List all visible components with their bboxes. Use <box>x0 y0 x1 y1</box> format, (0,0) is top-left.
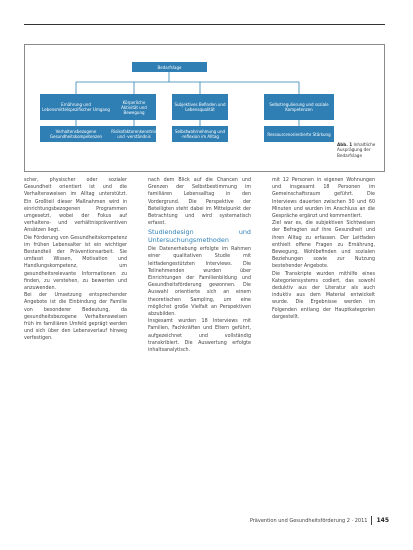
figure-level1-box-1 <box>40 94 112 120</box>
figure-caption <box>337 142 387 158</box>
paragraph: Ziel war es, die subjektiven Sichtweisen der Befragten auf ihre Gesundheit und ihren Alltag zu erfassen. Der Leitfaden enthielt offene Fragen zu Ernährung, Bewegung, Wohlbefinden und sozialen Beziehungen sowie zur Nutzung bestehender Angebote. <box>272 221 375 270</box>
figure-caption-label: Abb. 1 <box>337 142 353 147</box>
paragraph: nach dem Blick auf die Chancen und Grenzen der Selbstbestimmung im familiären Lebensalltag in den Vordergrund. Die Perspektive der Beteiligten steht dabei im Mittelpunkt der Betrachtung und wird systematisch erfasst. <box>148 178 251 227</box>
figure-level2-box-3 <box>172 126 228 142</box>
figure-level1-box-4 <box>264 94 334 120</box>
figure-level1-label: Ernährung und Lebensmittelspezifischer Umgang <box>42 102 110 112</box>
paragraph: scher, physischer oder sozialer Gesundheit orientiert ist und die Verhaltensweisen im Alltag unterstützt. Ein Großteil dieser Maßnahmen wird in einrichtungsbezogenen Programmen umgesetzt, wobei der Fokus auf verhaltens- und verhältnispräventiven Ansätzen liegt. <box>24 178 127 234</box>
paragraph: Die Transkripte wurden mithilfe eines Kategoriensystems codiert, das sowohl deduktiv aus der Literatur als auch induktiv aus dem Material entwickelt wurde. Die Ergebnisse werden im Folgenden entlang der Hauptkategorien dargestellt. <box>272 271 375 320</box>
journal-reference: Prävention und Gesundheitsförderung 2 · 2011 <box>249 517 368 524</box>
figure-level1-label: Körperliche Aktivität und Bewegung <box>121 99 147 115</box>
figure-caption-text: Inhaltliche Ausprägung der Bedarfslage <box>337 142 376 158</box>
footer-separator <box>371 516 372 525</box>
figure-root-box <box>132 62 207 72</box>
section-heading: Studiendesign und Untersuchungsmethoden <box>148 228 251 244</box>
figure-level2-label: Risikofaktorenkenntnis und -verständnis <box>111 129 157 139</box>
paragraph: Insgesamt wurden 18 Interviews mit Familien, Fachkräften und Eltern geführt, aufgezeichnet und vollständig transkribiert. Die Auswertung erfolgte inhaltsanalytisch. <box>148 319 251 354</box>
figure-level1-box-3 <box>172 94 228 120</box>
figure-level1-label: Subjektives Befinden und Lebensqualität <box>174 102 226 112</box>
figure-root-label: Bedarfslage <box>157 64 182 70</box>
figure-level1-box-2 <box>112 94 156 120</box>
figure-level1-label: Selbstregulierung und soziale Kompetenzen <box>269 102 329 112</box>
figure-level2-box-4 <box>264 126 334 142</box>
paragraph: Bei der Umsetzung entsprechender Angebote ist die Einbindung der Familie von besonderer Bedeutung, da gesundheitsbezogene Verhaltensweisen früh im familiären Umfeld geprägt werden und sich über den Lebensverlauf hinweg verfestigen. <box>24 293 127 342</box>
paragraph: Die Datenerhebung erfolgte im Rahmen einer qualitativen Studie mit leitfadengestützten Interviews. Die Teilnehmenden wurden über Einrichtungen der Familienbildung und Gesundheitsförderung gewonnen. Die Auswahl orientierte sich an einem theoretischen Sampling, um eine möglichst große Vielfalt an Perspektiven abzubilden. <box>148 247 251 318</box>
top-rule <box>24 24 385 25</box>
figure-level2-box-2 <box>112 126 156 142</box>
figure-level2-label: Selbstwahrnehmung und -reflexion im Alltag <box>174 129 226 139</box>
figure-level2-label: Verhaltensbezogene Gesundheitskompetenzen <box>49 129 103 139</box>
paragraph: mit 12 Personen in eigenen Wohnungen und insgesamt 18 Personen im Gemeinschaftsraum geführt. Die Interviews dauerten zwischen 30 und 60 Minuten und wurden im Anschluss an die Gespräche ergänzt und kommentiert. <box>272 178 375 220</box>
figure-level2-box-1 <box>40 126 112 142</box>
page-number: 145 <box>376 517 389 524</box>
text-column-3 <box>272 177 375 321</box>
paragraph: Die Förderung von Gesundheitskompetenz im frühen Lebensalter ist ein wichtiger Bestandteil der Präventionsarbeit. Sie umfasst Wissen, Motivation und Handlungskompetenz, um gesundheitsrelevante Informationen zu finden, zu verstehen, zu bewerten und anzuwenden. <box>24 235 127 292</box>
text-column-2 <box>148 177 251 354</box>
text-column-1 <box>24 177 127 343</box>
page-footer <box>250 516 389 525</box>
figure-level2-label: Ressourcenorientierte Stärkung <box>267 131 331 137</box>
